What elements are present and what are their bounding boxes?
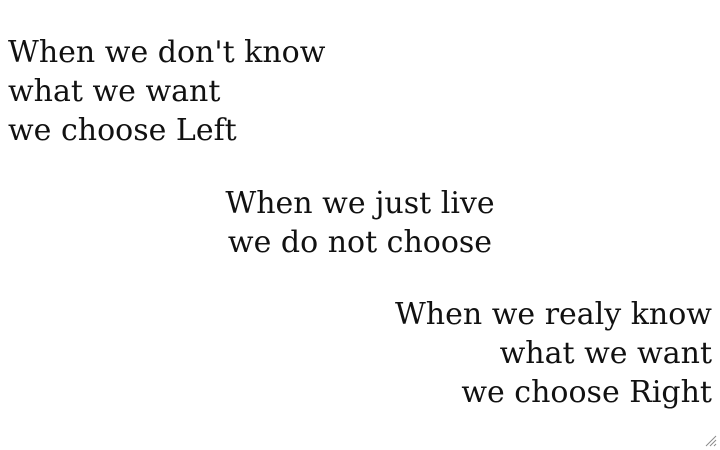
left-line-2: what we want xyxy=(8,74,221,109)
left-line-1: When we don't know xyxy=(8,35,326,70)
center-line-2: we do not choose xyxy=(227,225,493,260)
right-line-3: we choose Right xyxy=(461,375,712,410)
resize-grip-icon[interactable] xyxy=(703,433,717,447)
right-line-2: what we want xyxy=(499,336,712,371)
left-stanza xyxy=(8,33,712,150)
center-stanza xyxy=(0,184,720,262)
right-line-1: When we realy know xyxy=(394,297,712,332)
left-line-3: we choose Left xyxy=(8,113,237,148)
center-line-1: When we just live xyxy=(225,186,495,221)
right-stanza xyxy=(0,295,712,412)
